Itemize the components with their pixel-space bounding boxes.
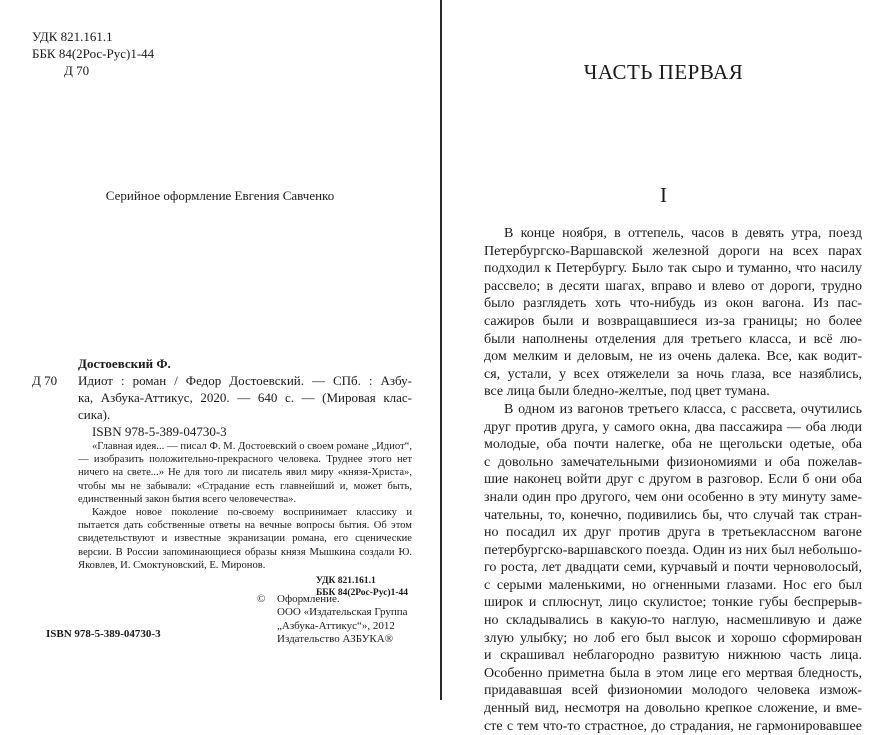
chapter-text bbox=[484, 225, 862, 735]
entry-line: сика). bbox=[78, 407, 111, 422]
bbk-code: ББК 84(2Рос-Рус)1-44 bbox=[32, 46, 155, 61]
copyright-symbol: © bbox=[257, 593, 266, 605]
classification-codes bbox=[32, 28, 154, 79]
series-designer: Серийное оформление Евгения Савченко bbox=[105, 188, 335, 203]
bibliographic-record bbox=[32, 355, 412, 572]
text-line: подходил к Петербургу. Было так сыро и туманно, что насилу bbox=[484, 261, 862, 277]
copyright-line: Издательство АЗБУКА® bbox=[277, 633, 394, 646]
text-line: денный вид, несмотря на довольно крепкое сложение, и вме- bbox=[484, 701, 862, 717]
text-line: петербургско-варшавского поезда. Один из них был небольшо- bbox=[484, 542, 862, 558]
udk-code: УДК 821.161.1 bbox=[32, 29, 113, 44]
text-line: В конце ноября, в оттепель, часов в девять утра, поезд bbox=[504, 226, 862, 241]
entry-line: ка, Азбука-Аттикус, 2020. — 640 с. — (Мировая клас- bbox=[78, 390, 412, 405]
text-line: ся, устали, у всех отяжелели за ночь глаза, все назяблись, bbox=[484, 366, 862, 382]
record-cutter: Д 70 bbox=[32, 373, 58, 388]
text-line: го роста, лет двадцати семи, курчавый и почти черноволосый, bbox=[484, 560, 862, 576]
record-entry bbox=[32, 372, 412, 423]
record-isbn: ISBN 978-5-389-04730-3 bbox=[92, 424, 227, 439]
isbn-bottom: ISBN 978-5-389-04730-3 bbox=[46, 628, 161, 640]
annotation-paragraph: «Главная идея... — писал Ф. М. Достоевский о своем романе „Идиот“, — изобразить положительно-прекрасного человека. Труднее этого нет ничего на свете...» Не для того ли писатель явил миру «князя-Христа», чтобы мы не забывали: «Страдание есть главнейший и, может быть, единственный закон бытия всего человечества». bbox=[78, 441, 412, 505]
text-line: сажиров были и возвращавшиеся из-за границы; но более bbox=[484, 313, 862, 329]
copyright-block bbox=[257, 593, 408, 647]
part-title: ЧАСТЬ ПЕРВАЯ bbox=[583, 60, 744, 84]
copyright-line: ООО «Издательская Группа bbox=[277, 606, 408, 619]
chapter-number: I bbox=[660, 183, 667, 207]
text-line: с довольно замечательными физиономиями и оба пожелав- bbox=[484, 454, 862, 470]
text-line: друг против друга, у самого окна, два пассажира — оба люди bbox=[484, 419, 862, 435]
text-line: знали один про другого, чем они особенно в эту минуту заме- bbox=[484, 489, 862, 505]
text-line: шие наконец войти друг с другом в разговор. Если б они оба bbox=[484, 472, 862, 488]
record-author: Достоевский Ф. bbox=[78, 356, 171, 371]
text-line: но складывались в какую-то наглую, насмешливую и даже bbox=[484, 613, 862, 629]
text-line: Петербургско-Варшавской железной дороги на всех парах bbox=[484, 243, 862, 259]
text-line: придававшая всей физиономии молодого человека измож- bbox=[484, 683, 862, 699]
text-line: сте с тем что-то страстное, до страдания, не гармонировавшее bbox=[484, 718, 862, 734]
bottom-udk: УДК 821.161.1 bbox=[316, 576, 376, 586]
author-mark: Д 70 bbox=[64, 63, 90, 78]
annotation-paragraph: Каждое новое поколение по-своему воспринимает классику и пытается дать собственные ответы на вечные вопросы бытия. Об этом свидетельствуют и известные экранизации романа, его сценические версии. В России запоминающиеся образы князя Мышкина создали Ю. Яковлев, И. Смоктуновский, Е. Миронов. bbox=[78, 507, 412, 571]
text-line: В одном из вагонов третьего класса, с рассвета, очутились bbox=[504, 401, 862, 417]
copyright-line: „Азбука-Аттикус“», 2012 bbox=[277, 619, 395, 632]
text-line: рассвело; в десяти шагах, вправо и влево от дороги, трудно bbox=[484, 278, 862, 294]
text-line: с серыми маленькими, но огненными глазами. Нос его был bbox=[484, 577, 862, 593]
text-line: молодые, оба почти налегке, оба не щегольски одетые, оба bbox=[484, 437, 862, 453]
text-line: были наполнены отделения для третьего класса, и всё лю- bbox=[484, 331, 862, 347]
text-line: Особенно приметна была в этом лице его мертвая бледность, bbox=[484, 665, 862, 681]
text-line: злую улыбку; но лоб его был высок и хорошо сформирован bbox=[484, 630, 862, 646]
record-annotation bbox=[32, 440, 412, 572]
copyright-line: Оформление. bbox=[277, 593, 340, 605]
text-line: было разглядеть хоть что-нибудь из окон вагона. Из пас- bbox=[484, 296, 862, 312]
right-page bbox=[442, 0, 885, 734]
text-line: но посадил их друг против друга в третьеклассном вагоне bbox=[484, 525, 862, 541]
bottom-bbk: ББК 84(2Рос-Рус)1-44 bbox=[316, 588, 408, 598]
paragraph-1 bbox=[484, 225, 862, 401]
text-line: дом мелким и деловым, не из очень далека. Все, как водит- bbox=[484, 349, 862, 365]
left-page bbox=[0, 0, 440, 700]
text-line: все лица были бледно-желтые, под цвет тумана. bbox=[484, 384, 770, 400]
text-line: и скрашивал неблагородно развитую нижнюю часть лица. bbox=[484, 648, 862, 664]
entry-line: Идиот : роман / Федор Достоевский. — СПб. : Азбу- bbox=[78, 373, 412, 388]
text-line: чательны, то, конечно, подивились бы, что случай так стран- bbox=[484, 507, 862, 523]
paragraph-2 bbox=[484, 401, 862, 735]
text-line: широк и сплюснут, лицо скулистое; тонкие губы беспрерыв- bbox=[484, 595, 862, 611]
